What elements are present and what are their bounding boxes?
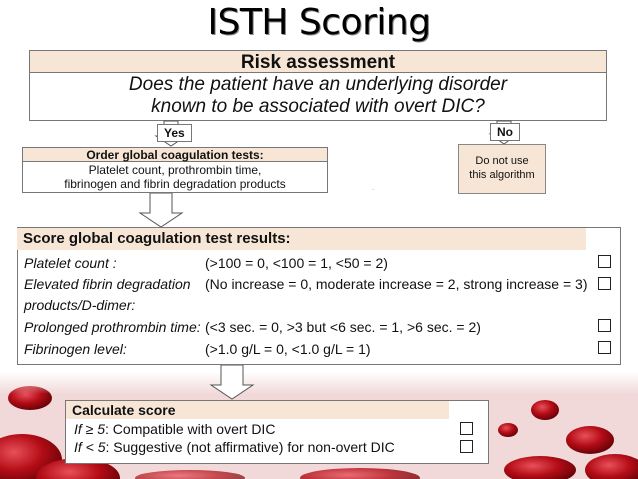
arrow-to-score <box>140 193 182 227</box>
order-line-1: Platelet count, prothrombin time, <box>88 163 262 177</box>
score-row-label-fibrin: Elevated fibrin degradation <box>24 276 191 292</box>
score-row-label-prothrombin: Prolonged prothrombin time: <box>24 319 201 335</box>
yes-label: Yes <box>157 124 192 142</box>
calc-condition-lt5: If < 5 <box>74 439 106 455</box>
page-title: ISTH Scoring <box>207 2 431 43</box>
checkbox-platelet[interactable] <box>598 255 611 268</box>
calc-condition-ge5: If ≥ 5 <box>74 421 106 437</box>
calc-line-non-overt <box>74 439 395 455</box>
svg-text:.: . <box>372 183 375 192</box>
checkbox-fibrin[interactable] <box>598 277 611 290</box>
checkbox-fibrinogen[interactable] <box>598 341 611 354</box>
arrow-to-calc <box>211 365 253 399</box>
order-tests-heading: Order global coagulation tests: <box>22 147 328 162</box>
no-label: No <box>490 123 520 141</box>
score-row-label-fibrinogen: Fibrinogen level: <box>24 341 127 357</box>
score-heading: Score global coagulation test results: <box>17 228 586 250</box>
score-row-value-prothrombin: (<3 sec. = 0, >3 but <6 sec. = 1, >6 sec. = 2) <box>205 319 481 335</box>
calculate-score-heading: Calculate score <box>66 401 449 419</box>
calc-text-overt: : Compatible with overt DIC <box>105 421 276 437</box>
do-not-use-box <box>458 144 546 194</box>
checkbox-overt[interactable] <box>460 422 473 435</box>
order-tests-body <box>22 162 328 193</box>
score-row-value-fibrin: (No increase = 0, moderate increase = 2, strong increase = 3) <box>205 276 588 292</box>
question-line-2: known to be associated with overt DIC? <box>151 96 485 117</box>
checkbox-non-overt[interactable] <box>460 440 473 453</box>
risk-assessment-heading: Risk assessment <box>29 50 607 73</box>
question-line-1: Does the patient have an underlying disorder <box>128 74 508 95</box>
score-row-label-ddimer: products/D-dimer: <box>24 297 136 313</box>
do-not-use-line-2: this algorithm <box>469 169 535 181</box>
score-row-value-platelet: (>100 = 0, <100 = 1, <50 = 2) <box>205 255 388 271</box>
calc-text-non-overt: : Suggestive (not affirmative) for non-overt DIC <box>105 439 395 455</box>
order-line-2: fibrinogen and fibrin degradation products <box>64 177 286 191</box>
score-row-value-fibrinogen: (>1.0 g/L = 0, <1.0 g/L = 1) <box>205 341 371 357</box>
calc-line-overt <box>74 421 275 437</box>
score-row-label-platelet: Platelet count : <box>24 255 117 271</box>
do-not-use-line-1: Do not use <box>475 155 529 167</box>
checkbox-prothrombin[interactable] <box>598 319 611 332</box>
